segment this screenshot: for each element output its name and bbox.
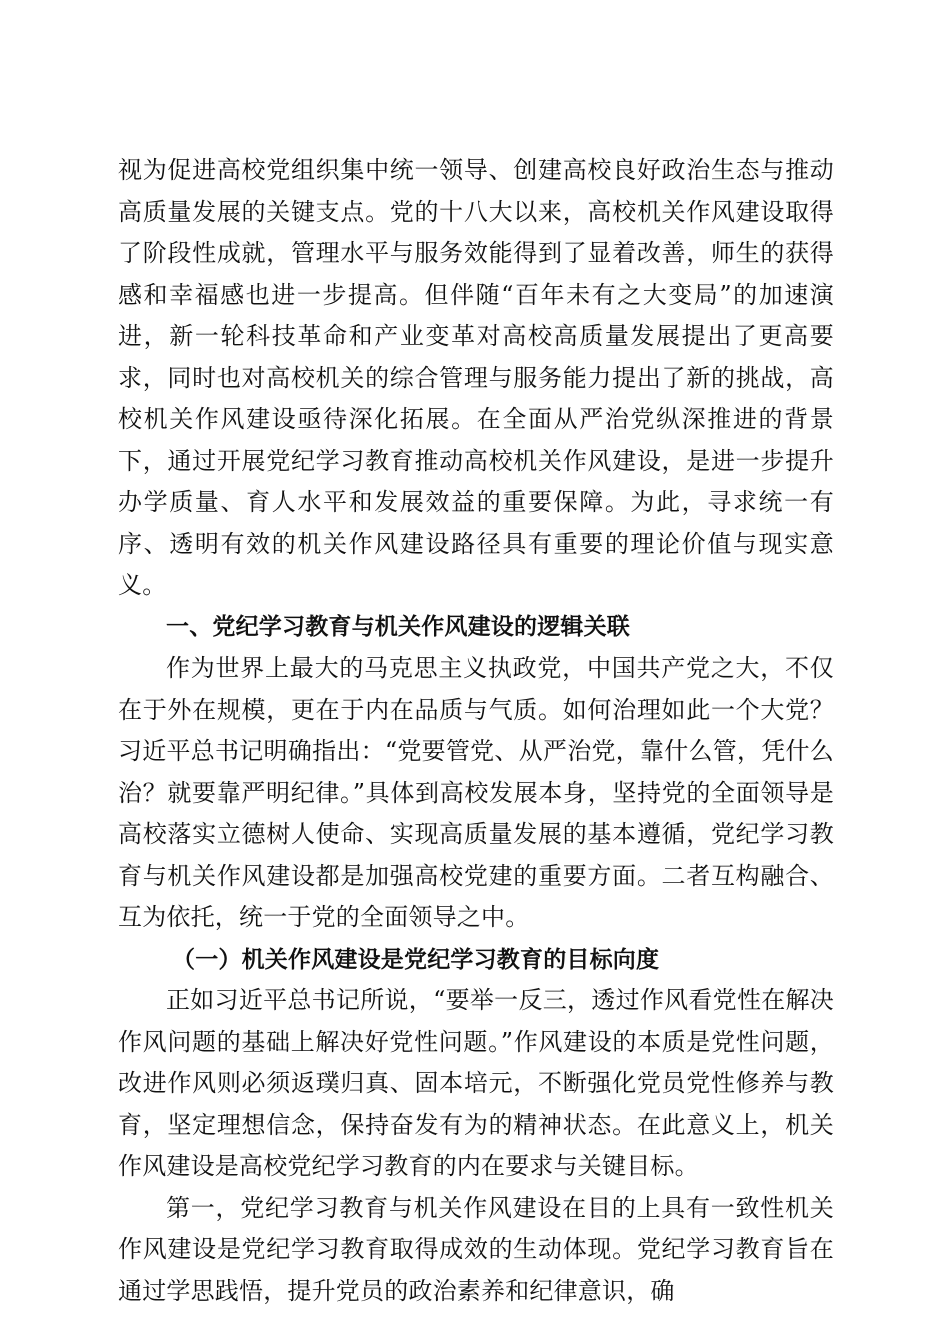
subsection-heading-1: （一）机关作风建设是党纪学习教育的目标向度 — [172, 945, 660, 973]
document-body — [118, 150, 834, 1312]
paragraph-first-point: 第一，党纪学习教育与机关作风建设在目的上具有一致性机关作风建设是党纪学习教育取得成效的生动体现。党纪学习教育旨在通过学思践悟，提升党员的政治素养和纪律意识，确 — [118, 1193, 834, 1305]
paragraph-subsection-1: 正如习近平总书记所说，“要举一反三，透过作风看党性在解决作风问题的基础上解决好党性问题。”作风建设的本质是党性问题，改进作风则必须返璞归真、固本培元，不断强化党员党性修养与教育，坚定理想信念，保持奋发有为的精神状态。在此意义上，机关作风建设是高校党纪学习教育的内在要求与关键目标。 — [118, 986, 834, 1180]
paragraph-section-1: 作为世界上最大的马克思主义执政党，中国共产党之大，不仅在于外在规模，更在于内在品质与气质。如何治理如此一个大党？习近平总书记明确指出：“党要管党、从严治党，靠什么管，凭什么治？就要靠严明纪律。”具体到高校发展本身，坚持党的全面领导是高校落实立德树人使命、实现高质量发展的基本遵循，党纪学习教育与机关作风建设都是加强高校党建的重要方面。二者互构融合、互为依托，统一于党的全面领导之中。 — [118, 654, 834, 931]
section-heading-1: 一、党纪学习教育与机关作风建设的逻辑关联 — [166, 613, 630, 640]
paragraph-intro-continued: 视为促进高校党组织集中统一领导、创建高校良好政治生态与推动高质量发展的关键支点。党的十八大以来，高校机关作风建设取得了阶段性成就，管理水平与服务效能得到了显着改善，师生的获得感和幸福感也进一步提高。但伴随“百年未有之大变局”的加速演进，新一轮科技革命和产业变革对高校高质量发展提出了更高要求，同时也对高校机关的综合管理与服务能力提出了新的挑战，高校机关作风建设亟待深化拓展。在全面从严治党纵深推进的背景下，通过开展党纪学习教育推动高校机关作风建设，是进一步提升办学质量、育人水平和发展效益的重要保障。为此，寻求统一有序、透明有效的机关作风建设路径具有重要的理论价值与现实意义。 — [118, 156, 834, 599]
